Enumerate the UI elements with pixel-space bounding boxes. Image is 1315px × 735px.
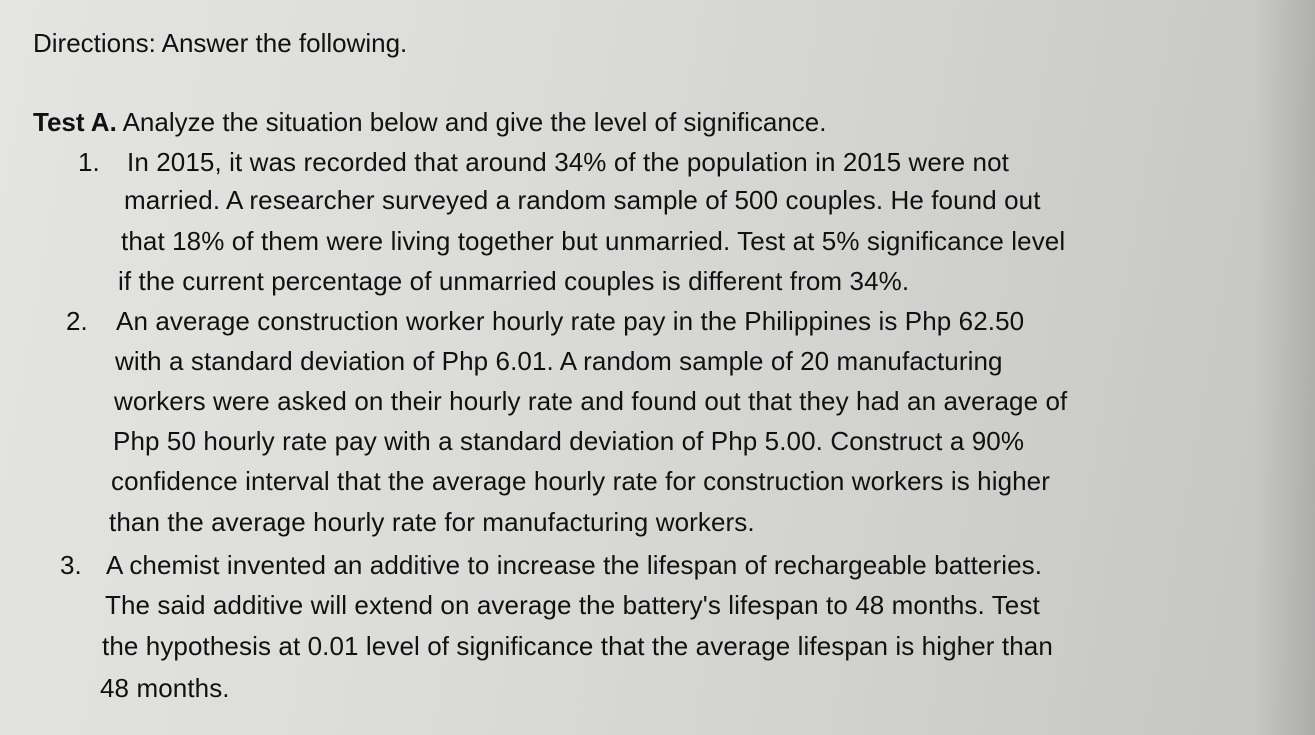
item-3-line-3: the hypothesis at 0.01 level of significance that the average lifespan is higher than xyxy=(102,631,1053,661)
test-a-label: Test A. xyxy=(33,107,117,137)
test-a-instruction: Analyze the situation below and give the level of significance. xyxy=(122,107,827,137)
item-2-number: 2. xyxy=(66,306,88,336)
item-2-line-4: Php 50 hourly rate pay with a standard deviation of Php 5.00. Construct a 90% xyxy=(113,426,1025,456)
item-1-line-3: that 18% of them were living together but unmarried. Test at 5% significance level xyxy=(121,226,1066,256)
item-3-number: 3. xyxy=(60,550,82,580)
item-3-line-1: A chemist invented an additive to increase the lifespan of rechargeable batteries. xyxy=(106,550,1043,580)
directions-text: Directions: Answer the following. xyxy=(33,28,408,58)
item-2-line-1: An average construction worker hourly rate pay in the Philippines is Php 62.50 xyxy=(116,306,1025,336)
item-3-line-4: 48 months. xyxy=(100,673,230,703)
item-2-line-3: workers were asked on their hourly rate and found out that they had an average of xyxy=(114,386,1068,416)
page-shadow xyxy=(1255,0,1315,735)
item-2-line-5: confidence interval that the average hourly rate for construction workers is higher xyxy=(111,466,1051,496)
test-a-heading xyxy=(33,107,826,138)
item-2-line-6: than the average hourly rate for manufacturing workers. xyxy=(109,507,755,537)
item-1-line-1: In 2015, it was recorded that around 34% of the population in 2015 were not xyxy=(127,147,1009,177)
item-1-line-2: married. A researcher surveyed a random sample of 500 couples. He found out xyxy=(124,185,1041,215)
item-1-line-4: if the current percentage of unmarried couples is different from 34%. xyxy=(118,266,910,296)
item-3-line-2: The said additive will extend on average the battery's lifespan to 48 months. Test xyxy=(105,590,1040,620)
item-2-line-2: with a standard deviation of Php 6.01. A random sample of 20 manufacturing xyxy=(115,346,1003,376)
item-1-number: 1. xyxy=(78,147,100,177)
